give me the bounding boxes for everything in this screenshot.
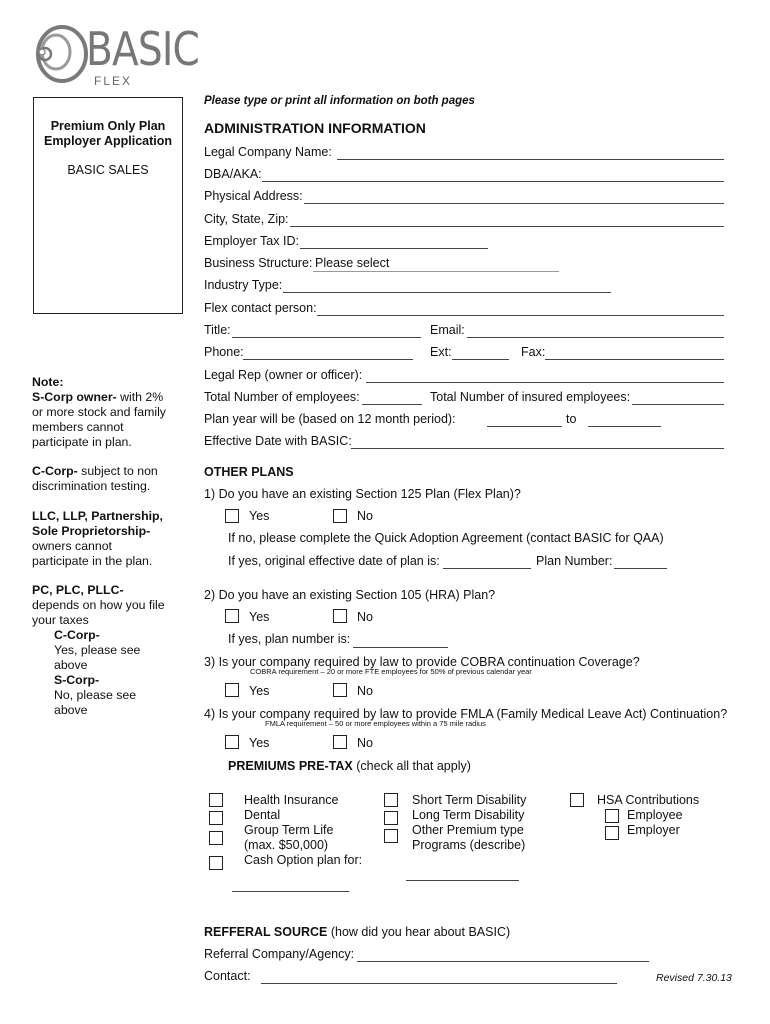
note-scorp-text-3: members cannot <box>32 420 124 434</box>
short-term-disability-label: Short Term Disability <box>412 793 527 807</box>
email-field[interactable] <box>467 337 724 338</box>
cash-option-field[interactable] <box>232 891 349 892</box>
flex-contact-label: Flex contact person: <box>204 301 317 315</box>
email-label: Email: <box>430 323 465 337</box>
note-llc-label: LLC, LLP, Partnership, <box>32 509 163 523</box>
employer-tax-id-label: Employer Tax ID: <box>204 234 299 248</box>
cash-option-checkbox[interactable] <box>209 856 223 870</box>
note-scorp-text-4: participate in plan. <box>32 435 132 449</box>
q1-plan-number-label: Plan Number: <box>536 554 613 568</box>
note-pc <box>32 583 182 718</box>
note-llc-label-2: Sole Proprietorship- <box>32 524 151 538</box>
business-structure-label: Business Structure: <box>204 256 313 270</box>
note-ccorp-text: subject to non <box>77 464 158 478</box>
city-state-zip-label: City, State, Zip: <box>204 212 289 226</box>
note-pc-label: PC, PLC, PLLC- <box>32 583 124 597</box>
q1-yes-date-label: If yes, original effective date of plan is: <box>228 554 440 568</box>
note-heading: Note: <box>32 375 64 389</box>
q3-yes-checkbox[interactable] <box>225 683 239 697</box>
q4-yes-checkbox[interactable] <box>225 735 239 749</box>
business-structure-underline <box>313 271 559 272</box>
city-state-zip-field[interactable] <box>290 226 724 227</box>
q1-yes-checkbox[interactable] <box>225 509 239 523</box>
note-pc-text: depends on how you file <box>32 598 165 612</box>
q1-no-label: No <box>357 509 373 523</box>
long-term-disability-label: Long Term Disability <box>412 808 525 822</box>
q2-yes-plan-label: If yes, plan number is: <box>228 632 351 646</box>
referral-heading-rest: (how did you hear about BASIC) <box>327 925 511 939</box>
form-title-line1: Premium Only Plan <box>50 119 166 133</box>
ext-label: Ext: <box>430 345 452 359</box>
phone-field[interactable] <box>243 359 413 360</box>
health-insurance-checkbox[interactable] <box>209 793 223 807</box>
title-label: Title: <box>204 323 231 337</box>
dba-label: DBA/AKA: <box>204 167 262 181</box>
total-employees-field[interactable] <box>362 404 422 405</box>
plan-year-start-field[interactable] <box>487 426 562 427</box>
q2-yes-checkbox[interactable] <box>225 609 239 623</box>
phone-label: Phone: <box>204 345 244 359</box>
hsa-contributions-label: HSA Contributions <box>597 793 700 807</box>
premiums-heading <box>228 759 471 774</box>
note-ccorp <box>32 464 182 494</box>
note-scorp <box>32 390 182 450</box>
q4-no-checkbox[interactable] <box>333 735 347 749</box>
hsa-employee-checkbox[interactable] <box>605 809 619 823</box>
note-pc-scorp-b: above <box>54 703 88 717</box>
dental-label: Dental <box>244 808 281 822</box>
industry-type-field[interactable] <box>283 292 611 293</box>
note-pc-scorp-a: No, please see <box>54 688 137 702</box>
group-term-life-label: Group Term Life <box>244 823 334 837</box>
q4-text: 4) Is your company required by law to provide FMLA (Family Medical Leave Act) Continuation? <box>204 707 728 721</box>
hsa-contributions-checkbox[interactable] <box>570 793 584 807</box>
business-structure-select[interactable]: Please select <box>315 256 390 270</box>
group-term-life-max: (max. $50,000) <box>244 838 329 852</box>
q3-no-checkbox[interactable] <box>333 683 347 697</box>
q1-plan-number-field[interactable] <box>614 568 667 569</box>
premiums-heading-bold: PREMIUMS PRE-TAX <box>228 759 353 773</box>
other-premium-label-2: Programs (describe) <box>412 838 526 852</box>
q2-no-checkbox[interactable] <box>333 609 347 623</box>
note-llc-text-2: participate in the plan. <box>32 554 153 568</box>
admin-heading: ADMINISTRATION INFORMATION <box>204 120 426 136</box>
fax-label: Fax: <box>521 345 546 359</box>
q2-plan-number-field[interactable] <box>353 647 448 648</box>
q2-text: 2) Do you have an existing Section 105 (HRA) Plan? <box>204 588 496 602</box>
q3-yes-label: Yes <box>249 684 270 698</box>
total-insured-label: Total Number of insured employees: <box>430 390 631 404</box>
legal-rep-label: Legal Rep (owner or officer): <box>204 368 363 382</box>
q1-no-checkbox[interactable] <box>333 509 347 523</box>
q4-small-note: FMLA requirement – 50 or more employees within a 75 mile radius <box>265 719 486 728</box>
logo-swirl-icon <box>32 24 92 86</box>
long-term-disability-checkbox[interactable] <box>384 811 398 825</box>
note-scorp-label: S-Corp owner- <box>32 390 117 404</box>
q3-small-note: COBRA requirement – 20 or more FTE employees for 50% of previous calendar year <box>250 667 532 676</box>
effective-date-field[interactable] <box>351 448 724 449</box>
referral-contact-label: Contact: <box>204 969 251 983</box>
note-llc <box>32 509 182 569</box>
health-insurance-label: Health Insurance <box>244 793 339 807</box>
referral-contact-field[interactable] <box>261 983 617 984</box>
q1-text: 1) Do you have an existing Section 125 Plan (Flex Plan)? <box>204 487 521 501</box>
note-pc-ccorp-a: Yes, please see <box>54 643 141 657</box>
referral-heading <box>204 925 510 940</box>
note-ccorp-text-2: discrimination testing. <box>32 479 151 493</box>
short-term-disability-checkbox[interactable] <box>384 793 398 807</box>
logo-text-flex: FLEX <box>94 74 133 88</box>
other-premium-label: Other Premium type <box>412 823 524 837</box>
revised-date: Revised 7.30.13 <box>656 972 732 984</box>
physical-address-field[interactable] <box>304 203 724 204</box>
physical-address-label: Physical Address: <box>204 189 303 203</box>
employer-tax-id-field[interactable] <box>300 248 488 249</box>
dental-checkbox[interactable] <box>209 811 223 825</box>
total-insured-field[interactable] <box>632 404 724 405</box>
flex-contact-field[interactable] <box>317 315 724 316</box>
total-employees-label: Total Number of employees: <box>204 390 360 404</box>
group-term-life-checkbox[interactable] <box>209 831 223 845</box>
referral-heading-bold: REFFERAL SOURCE <box>204 925 328 939</box>
form-title-box <box>33 97 183 314</box>
note-pc-ccorp: C-Corp- <box>54 628 100 642</box>
note-scorp-text: with 2% <box>116 390 164 404</box>
plan-year-end-field[interactable] <box>588 426 661 427</box>
industry-type-label: Industry Type: <box>204 278 283 292</box>
q3-text: 3) Is your company required by law to provide COBRA continuation Coverage? <box>204 655 640 669</box>
legal-company-field[interactable] <box>337 159 724 160</box>
note-llc-text: owners cannot <box>32 539 112 553</box>
note-pc-scorp: S-Corp- <box>54 673 100 687</box>
referral-company-label: Referral Company/Agency: <box>204 947 355 961</box>
q3-no-label: No <box>357 684 373 698</box>
q4-yes-label: Yes <box>249 736 270 750</box>
q1-yes-label: Yes <box>249 509 270 523</box>
dba-field[interactable] <box>262 181 724 182</box>
legal-rep-field[interactable] <box>366 382 724 383</box>
q2-no-label: No <box>357 610 373 624</box>
note-pc-text-2: your taxes <box>32 613 89 627</box>
other-plans-heading: OTHER PLANS <box>204 465 294 479</box>
plan-year-label: Plan year will be (based on 12 month period): <box>204 412 456 426</box>
note-ccorp-label: C-Corp- <box>32 464 78 478</box>
note-scorp-text-2: or more stock and family <box>32 405 166 419</box>
other-premium-checkbox[interactable] <box>384 829 398 843</box>
other-premium-field[interactable] <box>406 880 519 881</box>
hsa-employer-label: Employer <box>627 823 680 837</box>
referral-company-field[interactable] <box>357 961 649 962</box>
q4-no-label: No <box>357 736 373 750</box>
basic-flex-logo <box>30 22 199 92</box>
q1-no-note: If no, please complete the Quick Adoption Agreement (contact BASIC for QAA) <box>228 531 664 545</box>
hsa-employer-checkbox[interactable] <box>605 826 619 840</box>
note-pc-ccorp-b: above <box>54 658 88 672</box>
legal-company-label: Legal Company Name: <box>204 145 332 159</box>
effective-date-label: Effective Date with BASIC: <box>204 434 352 448</box>
form-subtitle: BASIC SALES <box>67 163 149 177</box>
cash-option-label: Cash Option plan for: <box>244 853 363 867</box>
form-title-line2: Employer Application <box>43 134 173 148</box>
q1-date-field[interactable] <box>443 568 531 569</box>
hsa-employee-label: Employee <box>627 808 683 822</box>
instruction-text: Please type or print all information on both pages <box>204 95 475 107</box>
logo-text-basic: BASIC <box>86 22 199 76</box>
premiums-heading-rest: (check all that apply) <box>352 759 471 773</box>
ext-field[interactable] <box>452 359 509 360</box>
fax-field[interactable] <box>545 359 724 360</box>
plan-year-to-label: to <box>566 412 577 426</box>
title-field[interactable] <box>232 337 421 338</box>
q2-yes-label: Yes <box>249 610 270 624</box>
